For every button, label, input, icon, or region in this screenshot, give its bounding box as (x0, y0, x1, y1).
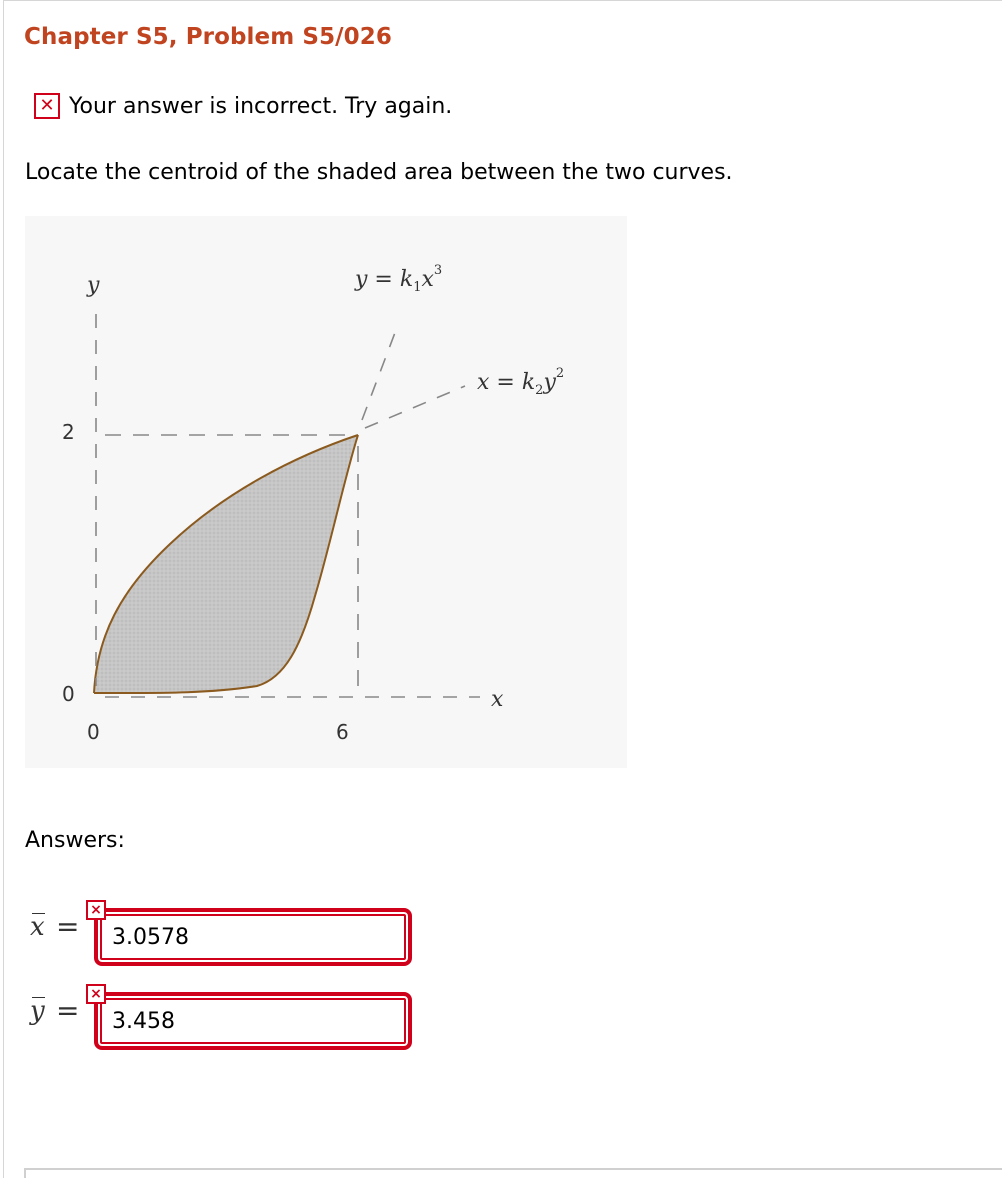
equals-sign: = (56, 910, 80, 943)
y-axis-label: y (87, 273, 100, 298)
y-tick-0: 0 (62, 682, 75, 706)
y-tick-2: 2 (62, 420, 75, 444)
x-tick-6: 6 (336, 720, 349, 744)
incorrect-mark-icon: × (86, 984, 106, 1004)
curve2-extension (365, 386, 465, 428)
answer-status (34, 90, 452, 122)
footer-panel (24, 1168, 1002, 1178)
curve1-extension (362, 330, 396, 420)
answers-label: Answers: (25, 828, 125, 853)
y-bar-symbol: y (30, 996, 45, 1026)
problem-figure (25, 216, 627, 768)
x-icon: ✕ (34, 93, 60, 119)
page-title: Chapter S5, Problem S5/026 (24, 24, 392, 50)
centroid-diagram (25, 216, 627, 768)
x-tick-0: 0 (87, 720, 100, 744)
curve2-label: $x = k_2y^2$ (477, 366, 565, 398)
x-bar-symbol: x (30, 912, 45, 942)
shaded-area (94, 435, 358, 693)
equals-sign: = (56, 994, 80, 1027)
curve1-label: $y = k_1x^3$ (355, 263, 443, 295)
x-bar-input[interactable] (94, 908, 412, 966)
question-text: Locate the centroid of the shaded area between the two curves. (25, 160, 733, 185)
incorrect-mark-icon: × (86, 900, 106, 920)
y-bar-input[interactable] (94, 992, 412, 1050)
status-message: Your answer is incorrect. Try again. (69, 93, 453, 119)
x-axis-label: x (491, 687, 504, 712)
